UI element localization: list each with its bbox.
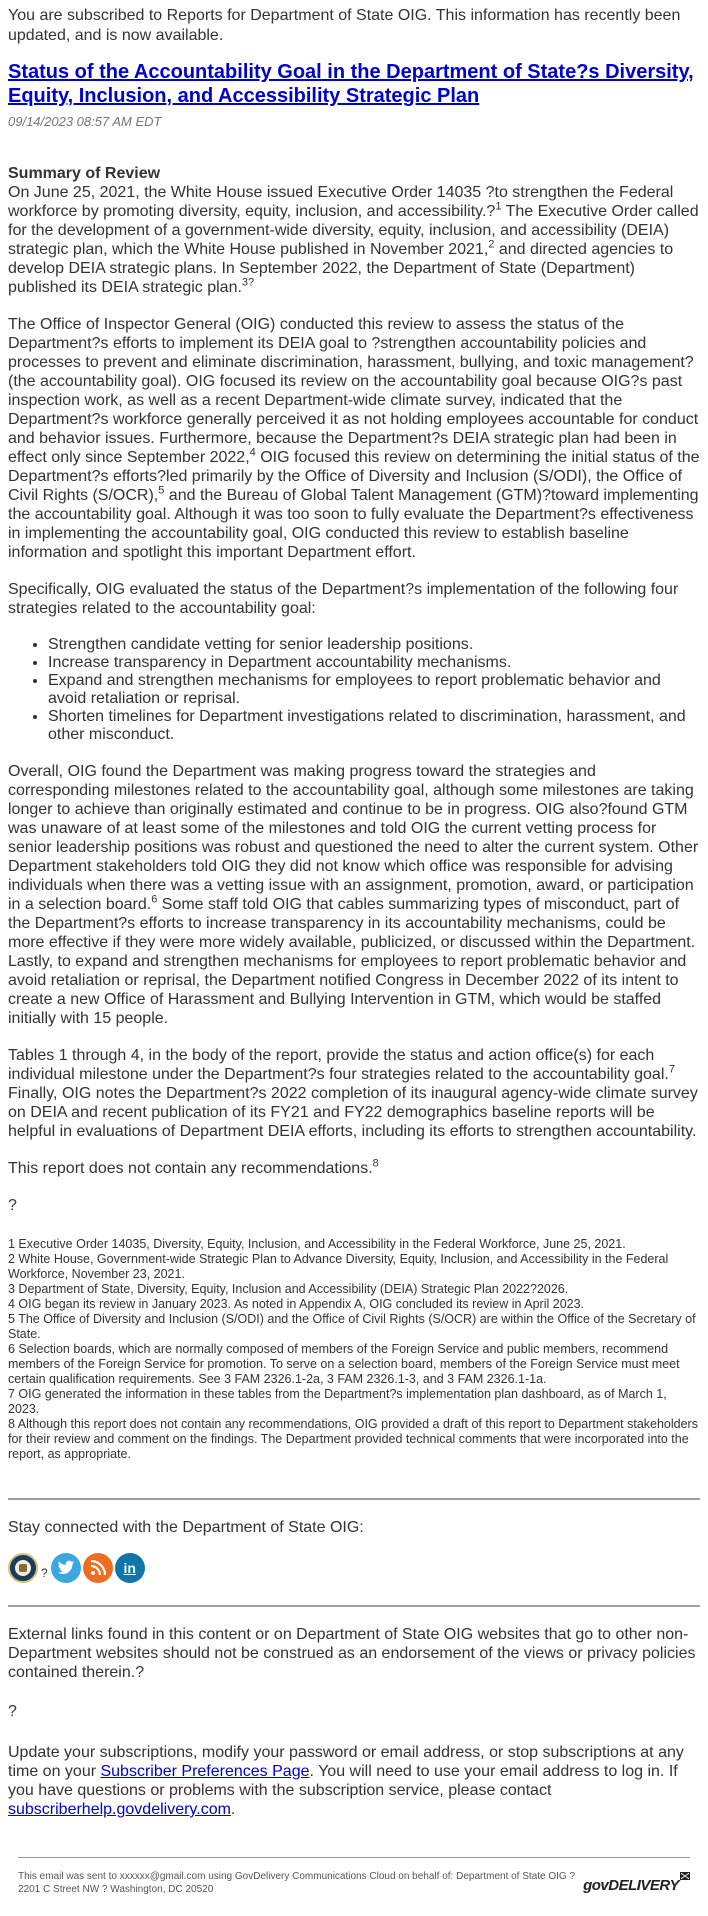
footnote-1: 1 Executive Order 14035, Diversity, Equity, Inclusion, and Accessibility in the Federal Workforce, June 25, 2021. xyxy=(8,1237,626,1251)
placeholder-char: ? xyxy=(8,1703,17,1720)
footnote-8: 8 Although this report does not contain any recommendations, OIG provided a draft of this report to Department stakeholders for their review and comment on the findings. The Department provided technical comments that were incorporated into the report, as appropriate. xyxy=(8,1417,698,1461)
footnote-6: 6 Selection boards, which are normally composed of members of the Foreign Service and public members, recommend members of the Foreign Service for promotion. To serve on a selection board, members of the Foreign Service must meet certain qualification requirements. See 3 FAM 2326.1-2a, 3 FAM 2326.1-3, and 3 FAM 2326.1-1a. xyxy=(8,1342,680,1386)
social-links xyxy=(8,1551,700,1583)
text: . You will need to use your email address to log in. If you have questions or problems with the subscription service, please contact xyxy=(8,1763,678,1799)
footnotes xyxy=(8,1237,700,1462)
paragraph-2 xyxy=(8,315,700,562)
social-heading: Stay connected with the Department of State OIG: xyxy=(8,1519,364,1536)
footnote-5: 5 The Office of Diversity and Inclusion (S/ODI) and the Office of Civil Rights (S/OCR) are within the Office of the Secretary of State. xyxy=(8,1312,696,1341)
envelope-icon xyxy=(680,1872,690,1880)
footnote-ref-8: 8 xyxy=(372,1157,379,1170)
footnote-3: 3 Department of State, Diversity, Equity, Inclusion and Accessibility (DEIA) Strategic Plan 2022?2026. xyxy=(8,1282,569,1296)
footnote-ref-5: 5 xyxy=(158,484,165,497)
seal-inner xyxy=(15,1560,31,1576)
footnote-ref-1: 1 xyxy=(495,200,502,213)
text: This report does not contain any recommendations. xyxy=(8,1160,373,1177)
list-item: • Shorten timelines for Department investigations related to discrimination, harassment, and other misconduct. xyxy=(48,708,700,744)
text: and directed agencies to develop DEIA strategic plans. In September 2022, the Department of State (Department) published its DEIA strategic plan. xyxy=(8,241,674,296)
linkedin-glyph: in xyxy=(123,1559,136,1576)
list-item: • Increase transparency in Department accountability mechanisms. xyxy=(48,654,700,672)
state-seal-icon[interactable] xyxy=(8,1553,38,1583)
divider xyxy=(8,1605,700,1607)
text: Finally, OIG notes the Department?s 2022 completion of its inaugural agency-wide climate survey on DEIA and recent publication of its FY21 and FY22 demographics baseline reports will be helpful in evaluations of Department DEIA efforts, including its efforts to strengthen accountability. xyxy=(8,1085,698,1140)
divider xyxy=(8,1498,700,1500)
text: OIG focused this review on determining the initial status of the Department?s efforts?led primarily by the Office of Diversity and Inclusion (S/ODI), the Office of Civil Rights (S/OCR), xyxy=(8,449,700,504)
text: On June 25, 2021, the White House issued Executive Order 14035 ?to strengthen the Federal workforce by promoting diversity, equity, inclusion, and accessibility.? xyxy=(8,184,674,220)
paragraph-6 xyxy=(8,1159,700,1178)
footnote-7: 7 OIG generated the information in these tables from the Department?s implementation plan dashboard, as of March 1, 2023. xyxy=(8,1387,667,1416)
report-title-link[interactable]: Status of the Accountability Goal in the Department of State?s Diversity, Equity, Inclusion, and Accessibility Strategic Plan xyxy=(8,61,694,107)
footnote-4: 4 OIG began its review in January 2023. As noted in Appendix A, OIG concluded its review in April 2023. xyxy=(8,1297,585,1311)
twitter-bird-glyph xyxy=(57,1560,75,1576)
placeholder-char: ? xyxy=(8,1197,17,1214)
footer-text xyxy=(18,1870,575,1896)
subscription-update-notice xyxy=(8,1743,700,1819)
rss-icon[interactable] xyxy=(83,1553,113,1583)
twitter-icon[interactable] xyxy=(51,1553,81,1583)
paragraph-3: Specifically, OIG evaluated the status of the Department?s implementation of the following four strategies related to the accountability goal: xyxy=(8,581,679,617)
footer xyxy=(8,1858,700,1896)
text: The Office of Inspector General (OIG) conducted this review to assess the status of the Department?s efforts to implement its DEIA goal to ?strengthen accountability policies and processes to prevent and eliminate discrimination, harassment, bullying, and toxic management? (the accountability goal). OIG focused its review on the accountability goal because OIG?s past inspection work, as well as a recent Department-wide climate survey, indicated that the Department?s workforce generally perceived it as not holding employees accountable for conduct and behavior issues. Furthermore, because the Department?s DEIA strategic plan had been in effect only since September 2022, xyxy=(8,316,699,466)
timestamp: 09/14/2023 08:57 AM EDT xyxy=(8,114,162,129)
paragraph-4 xyxy=(8,762,700,1028)
paragraph-1 xyxy=(8,183,700,297)
footnote-ref-2: 2 xyxy=(488,238,495,251)
govdelivery-logo[interactable] xyxy=(583,1876,690,1895)
subscriber-help-link[interactable]: subscriberhelp.govdelivery.com xyxy=(8,1801,231,1818)
footnote-ref-6: 6 xyxy=(151,893,158,906)
footer-line-2: 2201 C Street NW ? Washington, DC 20520 xyxy=(18,1884,214,1895)
footnote-ref-3: 3? xyxy=(241,276,255,289)
strategies-list xyxy=(8,636,700,744)
linkedin-icon[interactable] xyxy=(115,1553,145,1583)
footnote-2: 2 White House, Government-wide Strategic Plan to Advance Diversity, Equity, Inclusion, and Accessibility in the Federal Workforce, November 23, 2021. xyxy=(8,1252,669,1281)
list-item: • Strengthen candidate vetting for senior leadership positions. xyxy=(48,636,700,654)
text: and the Bureau of Global Talent Management (GTM)?toward implementing the accountability goal. Although it was too soon to fully evaluate the Department?s effectiveness in implementing the accountability goal, OIG conducted this review to establish baseline information and spotlight this important Department effort. xyxy=(8,487,699,561)
footnote-ref-7: 7 xyxy=(668,1063,675,1076)
rss-glyph xyxy=(90,1560,106,1576)
text: Overall, OIG found the Department was making progress toward the strategies and corresponding milestones related to the accountability goal, although some milestones are taking longer to achieve than originally estimated and continue to be in progress. OIG also?found GTM was unaware of at least some of the milestones and told OIG the current vetting process for senior leadership positions was robust and questioned the need to alter the current system. Other Department stakeholders told OIG they did not know which office was responsible for advising individuals when there was a vetting issue with an assignment, promotion, award, or participation in a selection board. xyxy=(8,763,699,913)
subscription-intro: You are subscribed to Reports for Department of State OIG. This information has recently been updated, and is now available. xyxy=(8,7,681,44)
text: . xyxy=(230,1801,236,1818)
text: Some staff told OIG that cables summarizing types of misconduct, part of the Department?s efforts to increase transparency in its accountability mechanisms, could be more effective if they were more widely available, publicized, or discussed within the Department. Lastly, to expand and strengthen mechanisms for employees to report problematic behavior and avoid retaliation or reprisal, the Department notified Congress in December 2022 of its intent to create a new Office of Harassment and Bullying Intervention in GTM, which would be staffed initially with 15 people. xyxy=(8,896,696,1027)
external-links-notice: External links found in this content or on Department of State OIG websites that go to other non-Department websites should not be construed as an endorsement of the views or privacy policies contained therein.? xyxy=(8,1626,696,1681)
subscriber-preferences-link[interactable]: Subscriber Preferences Page xyxy=(100,1763,310,1780)
footnote-ref-4: 4 xyxy=(249,446,256,459)
text: The Executive Order called for the development of a government-wide diversity, equity, inclusion, and accessibility (DEIA) strategic plan, which the White House published in November 2021, xyxy=(8,203,699,258)
paragraph-5 xyxy=(8,1046,700,1141)
footer-line-1: This email was sent to xxxxxx@gmail.com using GovDelivery Communications Cloud on behalf of: Department of State OIG ? xyxy=(18,1871,576,1882)
text: Update your subscriptions, modify your password or email address, or stop subscriptions at any time on your xyxy=(8,1744,684,1780)
section-heading: Summary of Review xyxy=(8,165,161,182)
list-item: • Expand and strengthen mechanisms for employees to report problematic behavior and avoid retaliation or reprisal. xyxy=(48,672,700,708)
text: Tables 1 through 4, in the body of the report, provide the status and action office(s) for each individual milestone under the Department?s four strategies related to the accountability goal. xyxy=(8,1047,669,1083)
logo-wordmark: govDELIVERY xyxy=(583,1877,679,1894)
separator: ? xyxy=(41,1566,48,1580)
